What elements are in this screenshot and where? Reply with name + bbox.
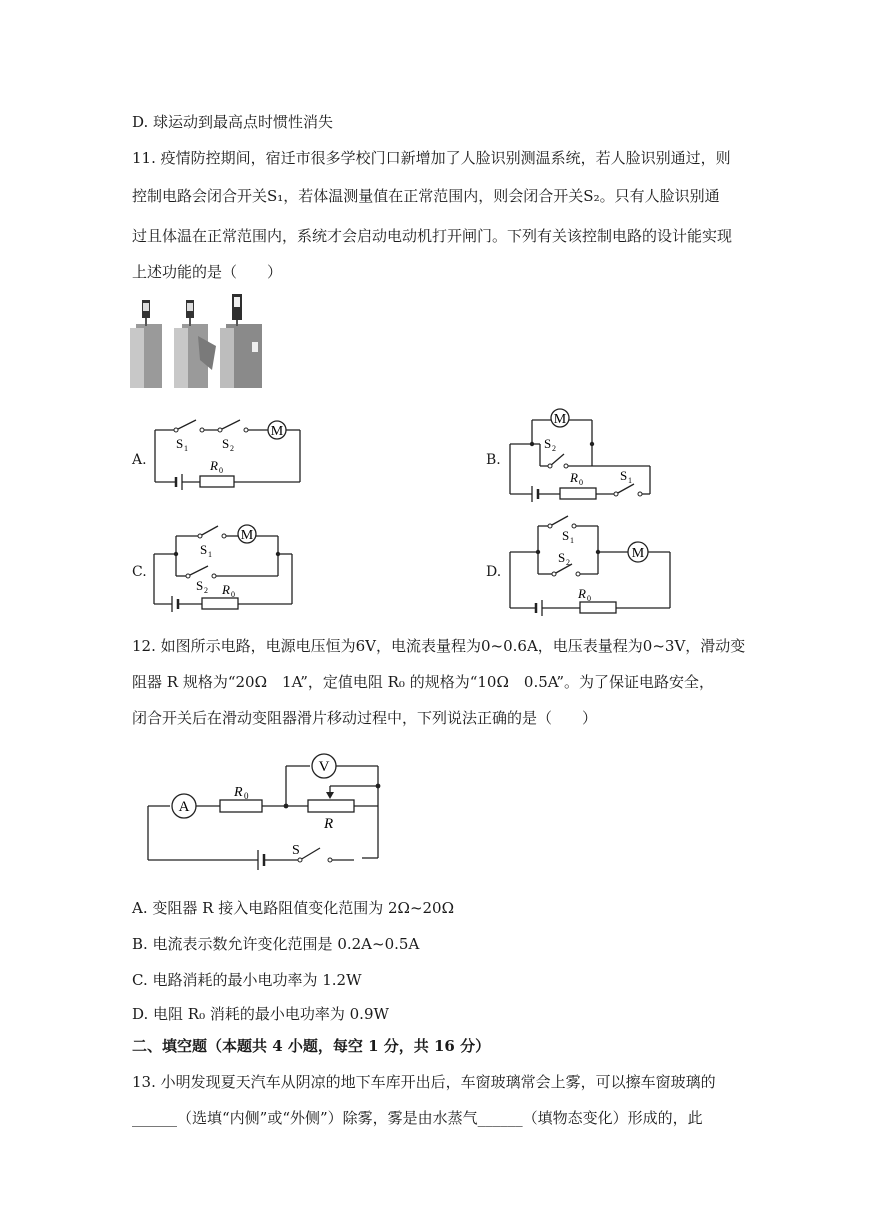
r0-label: R — [210, 458, 218, 473]
s2-sub: 2 — [204, 586, 208, 595]
voltmeter-label: V — [318, 759, 330, 775]
q12-text-line1: 12. 如图所示电路，电源电压恒为6V，电流表量程为0~0.6A，电压表量程为0~3V，滑动变 — [132, 637, 746, 655]
s2-label: S — [222, 436, 230, 451]
r0-label: R — [222, 582, 230, 597]
s1-label: S — [200, 542, 208, 557]
q11-text-line4: 上述功能的是（ ） — [132, 263, 283, 281]
q12-text-line2: 阻器 R 规格为“20Ω 1A”，定值电阻 R₀ 的规格为“10Ω 0.5A”。为了保证电路安全， — [132, 673, 715, 691]
s2-sub: 2 — [566, 558, 570, 567]
r0-label: R — [578, 586, 586, 601]
q11-text-line1: 11. 疫情防控期间，宿迁市很多学校门口新增加了人脸识别测温系统，若人脸识别通过，则 — [132, 149, 731, 167]
motor-label: M — [553, 412, 567, 427]
q13-text-line1: 13. 小明发现夏天汽车从阴凉的地下车库开出后，车窗玻璃常会上雾，可以擦车窗玻璃的 — [132, 1073, 716, 1091]
q10-option-d: D. 球运动到最高点时惯性消失 — [132, 113, 334, 131]
r0-label: R — [234, 785, 243, 800]
s1-sub: 1 — [208, 550, 212, 559]
switch-label: S — [292, 843, 300, 858]
q11-option-c-label: C. — [132, 564, 147, 580]
q11-circuit-c — [150, 520, 300, 614]
s2-sub: 2 — [230, 444, 234, 453]
q12-option-d: D. 电阻 R₀ 消耗的最小电功率为 0.9W — [132, 1005, 389, 1023]
r0-sub: 0 — [219, 466, 223, 475]
q11-circuit-d — [506, 512, 672, 616]
q11-text-line3: 过且体温在正常范围内，系统才会启动电动机打开闸门。下列有关该控制电路的设计能实现 — [132, 227, 733, 245]
turnstile-photo — [128, 290, 270, 398]
section-heading: 二、填空题（本题共 4 小题，每空 1 分，共 16 分） — [132, 1037, 491, 1055]
q12-text-line3: 闭合开关后在滑动变阻器滑片移动过程中，下列说法正确的是（ ） — [132, 709, 598, 727]
r0-sub: 0 — [231, 590, 235, 599]
q12-circuit — [140, 748, 390, 870]
s2-label: S — [196, 578, 204, 593]
q12-option-b: B. 电流表示数允许变化范围是 0.2A~0.5A — [132, 935, 420, 953]
q11-circuit-b — [506, 404, 662, 504]
s1-label: S — [176, 436, 184, 451]
s2-sub: 2 — [552, 444, 556, 453]
s1-sub: 1 — [628, 476, 632, 485]
r0-sub: 0 — [579, 478, 583, 487]
r0-sub: 0 — [587, 594, 591, 603]
s1-label: S — [620, 468, 628, 483]
r0-label: R — [570, 470, 578, 485]
r0-sub: 0 — [244, 791, 249, 801]
q11-circuit-a — [150, 412, 310, 494]
q11-option-b-label: B. — [486, 452, 501, 468]
s1-label: S — [562, 528, 570, 543]
q11-option-a-label: A. — [132, 452, 147, 468]
q11-option-d-label: D. — [486, 564, 502, 580]
motor-label: M — [631, 546, 645, 561]
ammeter-label: A — [178, 799, 190, 815]
motor-label: M — [270, 424, 284, 439]
s1-sub: 1 — [184, 444, 188, 453]
q11-text-line2: 控制电路会闭合开关S₁，若体温测量值在正常范围内，则会闭合开关S₂。只有人脸识别通 — [132, 187, 720, 205]
rheostat-label: R — [324, 816, 334, 832]
s2-label: S — [558, 550, 566, 565]
q12-option-c: C. 电路消耗的最小电功率为 1.2W — [132, 971, 362, 989]
q12-option-a: A. 变阻器 R 接入电路阻值变化范围为 2Ω~20Ω — [132, 899, 455, 917]
motor-label: M — [240, 528, 254, 543]
q13-text-line2: ______（选填“内侧”或“外侧”）除雾，雾是由水蒸气______（填物态变化）形成的，此 — [132, 1109, 703, 1127]
s2-label: S — [544, 436, 552, 451]
s1-sub: 1 — [570, 536, 574, 545]
